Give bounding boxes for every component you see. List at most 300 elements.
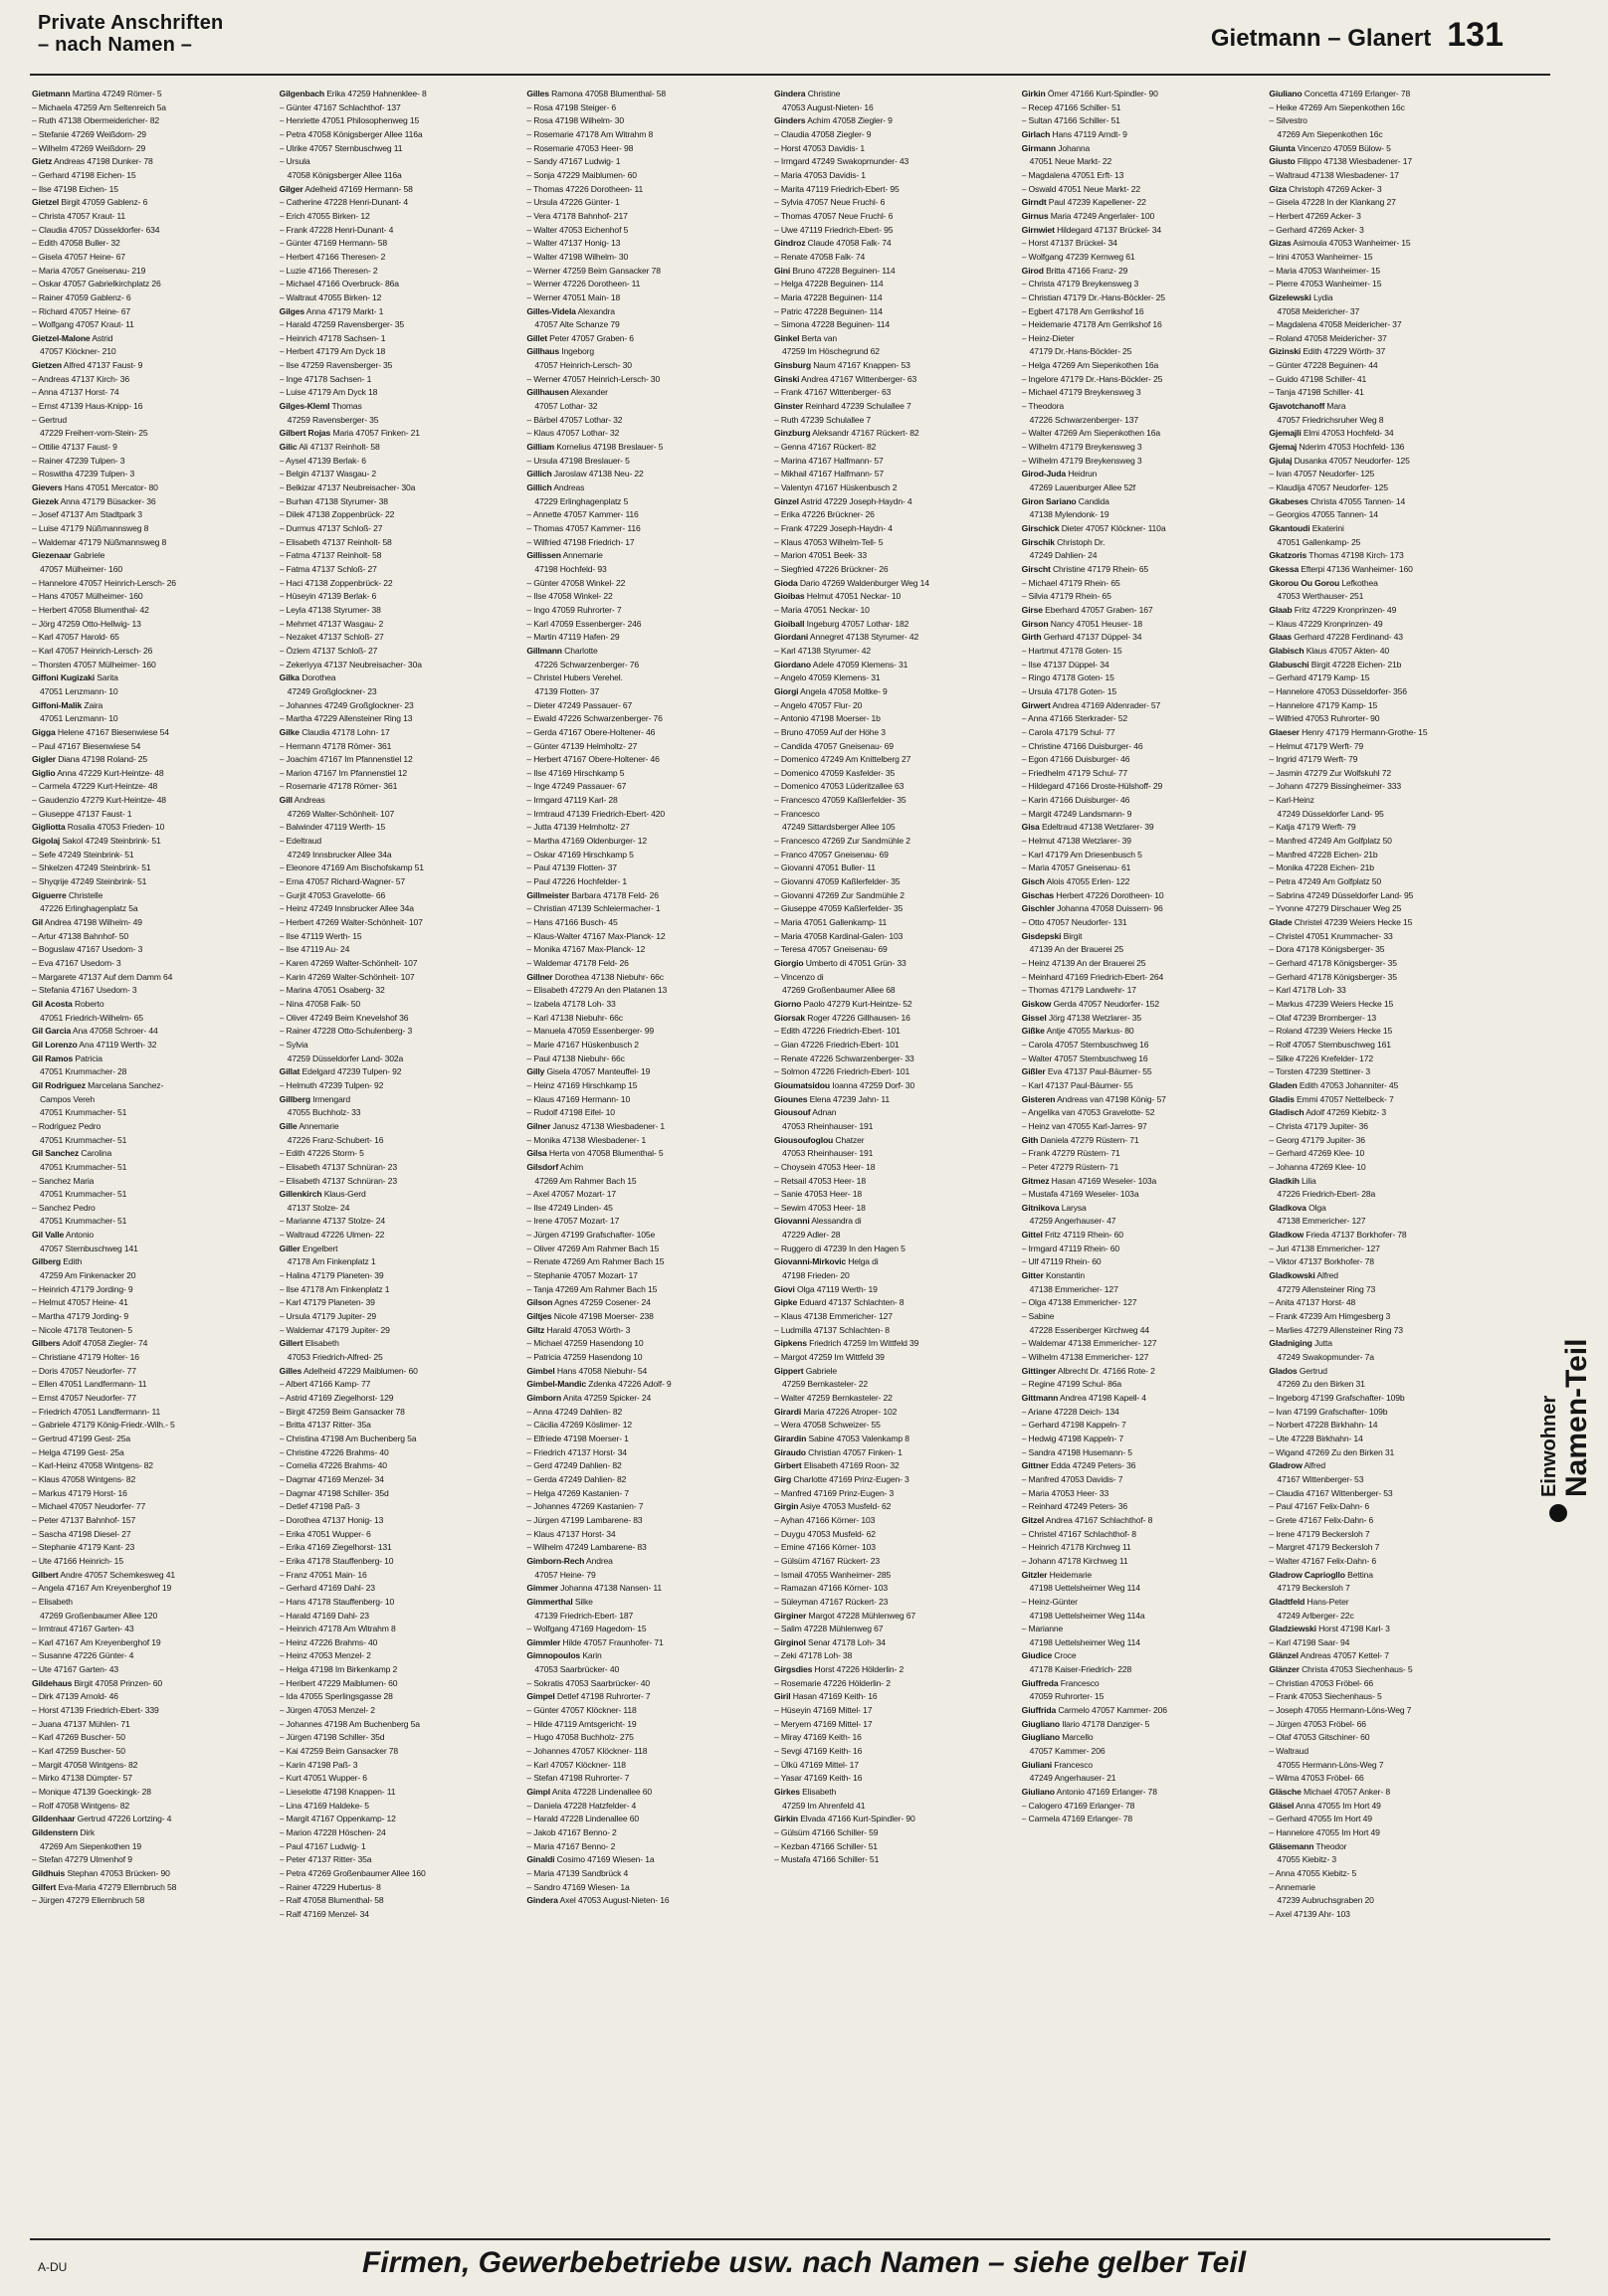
directory-entry: [280, 224, 515, 238]
entry-details: – Ernst 47139 Haus-Knipp- 16: [32, 401, 143, 412]
entry-details: – Irmgard 47249 Swakopmunder- 43: [774, 156, 909, 167]
entry-details: – Nina 47058 Falk- 50: [279, 998, 361, 1009]
entry-details: – Claudia 47167 Wittenberger- 53: [1269, 1487, 1393, 1498]
directory-entry: [774, 1487, 1010, 1501]
entry-details: 47058 Meidericher- 37: [1277, 305, 1360, 316]
entry-details: 47138 Emmericher- 127: [1277, 1216, 1366, 1227]
directory-entry: [526, 1365, 762, 1379]
entry-details: – Ingeborg 47199 Grafschafter- 109b: [1269, 1393, 1405, 1403]
directory-entry: [774, 332, 1010, 346]
entry-details: – Gülsüm 47166 Schiller- 59: [774, 1827, 879, 1837]
entry-details: – Wolfgang 47169 Hagedorn- 15: [526, 1624, 647, 1634]
directory-entry: [1269, 1541, 1505, 1555]
directory-entry: [526, 455, 762, 469]
directory-entry: [280, 659, 515, 672]
directory-entry: [280, 101, 515, 115]
entry-details: – Ilse 47119 Au- 24: [279, 944, 350, 955]
directory-entry: [32, 604, 268, 618]
directory-entry: [32, 1826, 268, 1840]
directory-entry: [526, 481, 762, 495]
entry-surname: Gizelewski: [1269, 291, 1311, 302]
directory-entry: [774, 114, 1010, 128]
directory-entry: [1022, 1528, 1258, 1542]
directory-entry: [1269, 169, 1505, 183]
directory-entry: [280, 645, 515, 659]
entry-details: – Ulf 47119 Rhein- 60: [1021, 1256, 1102, 1267]
entry-details: – Maria 47058 Kardinal-Galen- 103: [774, 930, 904, 941]
entry-details: – Heinz-Dieter: [1021, 332, 1075, 343]
entry-details: Hans-Peter: [1306, 1596, 1349, 1607]
entry-details: – Irmgard 47119 Rhein- 60: [1021, 1243, 1119, 1253]
entry-details: – Reinhard 47249 Peters- 36: [1021, 1501, 1127, 1512]
entry-details: – Martha 47229 Allensteiner Ring 13: [279, 713, 413, 724]
entry-surname: Gladisch: [1269, 1107, 1305, 1118]
entry-details: Efterpi 47136 Wanheimer- 160: [1301, 563, 1413, 574]
entry-details: – Edith 47226 Friedrich-Ebert- 101: [774, 1026, 901, 1037]
directory-entry: [1022, 114, 1258, 128]
entry-surname: Girmann: [1021, 142, 1056, 153]
entry-surname: Gladis: [1269, 1093, 1295, 1104]
entry-details: – Olaf 47053 Gitschiner- 60: [1269, 1732, 1370, 1743]
entry-surname: Gilliam: [526, 442, 554, 453]
entry-details: – Eva 47167 Usedom- 3: [32, 958, 121, 968]
entry-details: – Sylvia 47057 Neue Fruchl- 6: [774, 197, 886, 208]
directory-entry: [280, 278, 515, 291]
entry-surname: Gimpel: [526, 1691, 555, 1702]
directory-entry: [280, 114, 515, 128]
entry-surname: Girkin: [774, 1814, 798, 1824]
directory-entry: [1022, 1663, 1258, 1677]
directory-entry: [280, 1120, 515, 1134]
entry-details: Ekaterini: [1311, 523, 1344, 533]
entry-surname: Giudice: [1021, 1650, 1053, 1661]
entry-surname: Giuliani: [1021, 1759, 1052, 1770]
entry-details: Andrea 47167 Schlachthof- 8: [1045, 1514, 1153, 1525]
directory-entry: [526, 1310, 762, 1324]
directory-entry: [1022, 1677, 1258, 1691]
entry-details: Diana 47198 Roland- 25: [58, 754, 148, 765]
directory-entry: [774, 196, 1010, 210]
directory-entry: [774, 155, 1010, 169]
directory-entry: [774, 1514, 1010, 1528]
directory-entry: [774, 1229, 1010, 1243]
entry-details: Adelheid 47169 Hermann- 58: [304, 183, 413, 194]
entry-surname: Girscht: [1021, 563, 1051, 574]
entry-details: Klaus 47057 Akten- 40: [1306, 645, 1390, 656]
directory-entry: [280, 1012, 515, 1026]
directory-entry: [1022, 1623, 1258, 1636]
entry-surname: Giounes: [774, 1093, 808, 1104]
entry-details: Andrea 47198 Wilhelm- 49: [44, 917, 142, 928]
directory-entry: [774, 1337, 1010, 1351]
entry-surname: Gillmann: [526, 645, 562, 656]
entry-details: Andreas 47057 Kettel- 7: [1300, 1650, 1389, 1661]
entry-surname: Gietz: [32, 156, 53, 167]
section-title-line2: – nach Namen –: [38, 34, 193, 56]
entry-details: Andreas: [553, 482, 585, 493]
entry-details: – Ilse 47178 Am Finkenplatz 1: [279, 1283, 390, 1294]
entry-surname: Girschik: [1021, 536, 1055, 547]
directory-entry: [280, 373, 515, 387]
entry-details: – Sandy 47167 Ludwig- 1: [526, 156, 621, 167]
entry-details: Christian 47057 Finken- 1: [808, 1446, 903, 1457]
directory-entry: [774, 849, 1010, 862]
entry-details: – Wigand 47269 Zu den Birken 31: [1269, 1446, 1395, 1457]
entry-details: 47259 Angerhauser- 47: [1029, 1216, 1116, 1227]
directory-entry: [774, 1012, 1010, 1026]
directory-entry: [526, 1569, 762, 1583]
directory-entry: [32, 291, 268, 305]
entry-details: – Sonja 47229 Maiblumen- 60: [526, 169, 637, 180]
entry-details: Andreas: [294, 795, 325, 806]
directory-entry: [32, 386, 268, 400]
directory-entry: [774, 957, 1010, 971]
directory-entry: [280, 821, 515, 835]
entry-details: – Maria 47057 Gneisenau- 61: [1021, 862, 1131, 873]
entry-details: – Ludmilla 47137 Schlachten- 8: [774, 1324, 890, 1335]
directory-entry: [1269, 1406, 1505, 1420]
directory-entry: [774, 1079, 1010, 1093]
entry-details: Birgit: [1063, 930, 1083, 941]
entry-details: – Cornelia 47226 Brahms- 40: [279, 1460, 387, 1471]
directory-entry: [1269, 1908, 1505, 1922]
entry-details: – Erika 47169 Ziegelhorst- 131: [279, 1542, 392, 1553]
directory-entry: [1022, 943, 1258, 957]
entry-details: – Helmut 47179 Werft- 79: [1269, 740, 1363, 751]
entry-details: – Fatma 47137 Schloß- 27: [279, 563, 377, 574]
directory-entry: [526, 468, 762, 481]
directory-entry: [280, 251, 515, 265]
entry-details: – Richard 47057 Heine- 67: [32, 305, 130, 316]
entry-details: – Sandro 47169 Wiesen- 1a: [526, 1881, 630, 1892]
entry-surname: Glados: [1269, 1365, 1298, 1376]
entry-details: – Maria 47167 Benno- 2: [526, 1840, 616, 1851]
entry-details: Alfred 47137 Faust- 9: [63, 360, 143, 371]
entry-details: – Elfriede 47198 Moerser- 1: [526, 1433, 629, 1443]
directory-entry: [1269, 265, 1505, 279]
entry-surname: Gietmann: [32, 89, 71, 98]
entry-details: – Jürgen 47199 Grafschafter- 105e: [526, 1230, 656, 1241]
directory-entry: [1022, 1392, 1258, 1406]
directory-entry: [1269, 1826, 1505, 1840]
directory-entry: [32, 224, 268, 238]
entry-details: 47051 Lenzmann- 10: [40, 685, 118, 696]
entry-details: Alexander: [570, 387, 608, 398]
entry-details: – Miray 47169 Keith- 16: [774, 1732, 862, 1743]
entry-details: Cosimo 47169 Wiesen- 1a: [556, 1854, 655, 1865]
directory-entry: [526, 441, 762, 455]
directory-entry: [1269, 671, 1505, 685]
entry-details: 47055 Buchholz- 33: [287, 1107, 361, 1118]
directory-entry: [774, 1406, 1010, 1420]
entry-details: 47051 Krummacher- 51: [40, 1189, 127, 1200]
directory-entry: [1022, 740, 1258, 754]
entry-details: – Wolfgang 47239 Kernweg 61: [1021, 251, 1135, 262]
directory-entry: [774, 400, 1010, 414]
entry-details: Gertrud: [1299, 1365, 1327, 1376]
entry-details: – Wilhelm 47179 Breykensweg 3: [1021, 442, 1142, 453]
directory-entry: [32, 468, 268, 481]
entry-details: – Hüseyin 47139 Berlak- 6: [279, 591, 377, 602]
entry-details: Eduard 47137 Schlachten- 8: [799, 1297, 904, 1308]
entry-details: – Gerhard 47269 Klee- 10: [1269, 1148, 1365, 1159]
entry-details: – Klaus 47053 Wilhelm-Tell- 5: [774, 536, 884, 547]
entry-surname: Gilner: [526, 1120, 551, 1131]
entry-details: – Jutta 47139 Helmholtz- 27: [526, 822, 630, 833]
directory-entry: [280, 265, 515, 279]
entry-details: 47198 Uettelsheimer Weg 114: [1029, 1636, 1140, 1647]
directory-entry: [774, 142, 1010, 156]
entry-details: Edeltraud 47138 Wetzlarer- 39: [1041, 822, 1154, 833]
directory-entry: [32, 957, 268, 971]
directory-entry: [774, 1473, 1010, 1487]
directory-entry: [1022, 359, 1258, 373]
directory-entry: [1022, 128, 1258, 142]
entry-details: – Martin 47119 Hafen- 29: [526, 632, 620, 643]
entry-surname: Giorsak: [774, 1012, 805, 1023]
directory-entry: [1269, 1229, 1505, 1243]
entry-details: 47139 Flotten- 37: [534, 685, 600, 696]
directory-entry: [32, 902, 268, 916]
directory-entry: [280, 1677, 515, 1691]
directory-entry: [32, 753, 268, 767]
entry-surname: Gizas: [1269, 238, 1292, 249]
directory-entry: [1022, 671, 1258, 685]
entry-details: – Ruth 47239 Schulallee 7: [774, 414, 872, 425]
entry-details: Stephan 47053 Brücken- 90: [67, 1867, 170, 1878]
entry-details: – Genna 47167 Rückert- 82: [774, 442, 877, 453]
entry-details: 47198 Uettelsheimer Weg 114: [1029, 1583, 1140, 1594]
entry-details: – Hans 47166 Busch- 45: [526, 917, 618, 928]
entry-details: – Herbert 47166 Theresen- 2: [279, 251, 386, 262]
side-label-line1: Einwohner: [1538, 1395, 1560, 1497]
entry-surname: Gilles: [279, 1365, 302, 1376]
directory-entry: [32, 1677, 268, 1691]
entry-details: – Klaus-Walter 47167 Max-Planck- 12: [526, 930, 666, 941]
directory-entry: [280, 414, 515, 428]
directory-entry: [1269, 305, 1505, 319]
directory-entry: [526, 278, 762, 291]
directory-entry: [1022, 1324, 1258, 1338]
directory-entry: [526, 1718, 762, 1732]
entry-details: Martina 47249 Römer- 5: [72, 89, 162, 98]
entry-details: – Herbert 47269 Walter-Schönheit- 107: [279, 917, 423, 928]
entry-details: – Petra 47269 Großenbaumer Allee 160: [279, 1867, 426, 1878]
entry-details: – Ruth 47138 Obermeidericher- 82: [32, 115, 160, 126]
directory-entry: [1022, 101, 1258, 115]
entry-details: Asimoula 47053 Wanheimer- 15: [1293, 238, 1411, 249]
entry-details: – Artur 47138 Bahnhof- 50: [32, 930, 129, 941]
entry-details: – Claudia 47057 Düsseldorfer- 634: [32, 224, 160, 235]
directory-entry: [774, 794, 1010, 808]
directory-entry: [1269, 618, 1505, 632]
entry-details: – Hilde 47119 Amtsgericht- 19: [526, 1718, 637, 1729]
directory-entry: [280, 400, 515, 414]
directory-entry: [32, 1569, 268, 1583]
entry-details: – Ottilie 47137 Faust- 9: [32, 442, 117, 453]
directory-entry: [1022, 495, 1258, 509]
entry-surname: Giffoni-Malik: [32, 699, 83, 710]
entry-details: Axel 47053 August-Nieten- 16: [559, 1895, 670, 1906]
entry-details: – Wera 47058 Schweizer- 55: [774, 1420, 881, 1431]
running-names: Gietmann – Glanert: [1210, 25, 1432, 52]
directory-entry: [1269, 291, 1505, 305]
directory-entry: [280, 699, 515, 713]
directory-entry: [526, 1731, 762, 1745]
directory-entry: [1269, 1378, 1505, 1392]
directory-entry: [32, 1867, 268, 1881]
directory-entry: [774, 1528, 1010, 1542]
entry-details: Michael 47057 Anker- 8: [1303, 1787, 1390, 1798]
entry-surname: Gil Valle: [32, 1230, 65, 1241]
entry-surname: Giskow: [1021, 998, 1052, 1009]
directory-entry: [1022, 1283, 1258, 1297]
directory-entry: [1269, 1500, 1505, 1514]
entry-details: – Ursula 47178 Goten- 15: [1021, 685, 1116, 696]
entry-details: – Harald 47169 Dahl- 23: [279, 1610, 369, 1621]
entry-details: Adolf 47269 Kiebitz- 3: [1306, 1107, 1386, 1118]
entry-details: 47179 Beckersloh 7: [1277, 1583, 1350, 1594]
entry-details: Edith 47053 Johanniter- 45: [1299, 1079, 1399, 1090]
directory-entry: [1022, 305, 1258, 319]
directory-entry: [280, 210, 515, 224]
entry-surname: Gietzen: [32, 360, 62, 371]
directory-entry: [1269, 1677, 1505, 1691]
directory-entry: [280, 1881, 515, 1895]
entry-surname: Giousoufoglou: [774, 1134, 834, 1145]
entry-surname: Giffoni Kugizaki: [32, 672, 96, 683]
entry-surname: Gildenhaar: [32, 1814, 76, 1824]
directory-entry: [526, 875, 762, 889]
directory-entry: [526, 142, 762, 156]
directory-entry: [774, 1704, 1010, 1718]
directory-columns: [32, 88, 1505, 2226]
directory-entry: [1022, 1610, 1258, 1624]
entry-details: – Rolf 47057 Sternbuschweg 161: [1269, 1039, 1391, 1050]
entry-details: – Horst 47053 Davidis- 1: [774, 142, 865, 153]
entry-details: Elvada 47166 Kurt-Spindler- 90: [800, 1814, 915, 1824]
entry-details: – Gerhard 47178 Königsberger- 35: [1269, 958, 1397, 968]
entry-details: Alessandra di: [811, 1216, 862, 1227]
entry-details: – Egbert 47178 Am Gerrikshof 16: [1021, 305, 1144, 316]
entry-details: – Ute 47167 Garten- 43: [32, 1664, 118, 1675]
directory-entry: [1022, 916, 1258, 930]
directory-entry: [1269, 1853, 1505, 1867]
entry-details: Adele 47059 Klemens- 31: [812, 659, 908, 670]
directory-entry: [1269, 1867, 1505, 1881]
directory-entry: [1022, 1596, 1258, 1610]
directory-entry: [1269, 481, 1505, 495]
entry-details: – Mehmet 47137 Wasgau- 2: [279, 618, 384, 629]
entry-details: – Carmela 47229 Kurt-Heintze- 48: [32, 781, 158, 792]
directory-entry: [32, 563, 268, 577]
directory-entry: [280, 196, 515, 210]
entry-details: – Rainer 47059 Gablenz- 6: [32, 291, 131, 302]
entry-surname: Girnwiet: [1021, 224, 1055, 235]
entry-details: 47051 Krummacher- 51: [40, 1161, 127, 1172]
directory-entry: [774, 1243, 1010, 1256]
directory-entry: [1269, 1514, 1505, 1528]
entry-details: – Waltraud 47138 Wiesbadener- 17: [1269, 169, 1399, 180]
entry-details: – Gerhard 47178 Königsberger- 35: [1269, 971, 1397, 982]
directory-entry: [32, 1052, 268, 1066]
directory-entry: [1022, 210, 1258, 224]
directory-entry: [1269, 875, 1505, 889]
directory-entry: [1022, 1473, 1258, 1487]
entry-details: – Georg 47179 Jupiter- 36: [1269, 1134, 1365, 1145]
entry-details: – Teresa 47057 Gneisenau- 69: [774, 944, 888, 955]
entry-details: – Stefan 47198 Ruhrorter- 7: [526, 1773, 630, 1784]
page-number: 131: [1447, 16, 1504, 54]
entry-details: Adelheid 47229 Maiblumen- 60: [302, 1365, 418, 1376]
entry-details: Concetta 47169 Erlanger- 78: [1304, 89, 1411, 98]
directory-entry: [526, 1623, 762, 1636]
directory-entry: [774, 1759, 1010, 1773]
entry-details: – Heinz 47139 An der Brauerei 25: [1021, 958, 1146, 968]
entry-surname: Gil Rodriguez: [32, 1079, 86, 1090]
entry-details: – Johannes 47057 Klöckner- 118: [526, 1746, 648, 1757]
entry-surname: Gkantoudi: [1269, 523, 1310, 533]
directory-entry: [774, 1596, 1010, 1610]
directory-entry: [774, 1296, 1010, 1310]
entry-details: – Hannelore 47053 Düsseldorfer- 356: [1269, 685, 1407, 696]
entry-surname: Gindera: [774, 89, 806, 98]
entry-surname: Gillberg: [279, 1093, 310, 1104]
directory-entry: [32, 495, 268, 509]
entry-details: – Giuseppe 47137 Faust- 1: [32, 808, 132, 819]
entry-details: – Vincenzo di: [774, 971, 824, 982]
directory-entry: [32, 1215, 268, 1229]
directory-entry: [280, 1759, 515, 1773]
directory-entry: [1022, 1337, 1258, 1351]
entry-details: Albrecht Dr. 47166 Rote- 2: [1057, 1365, 1155, 1376]
entry-details: 47269 Am Siepenkothen 19: [40, 1840, 141, 1851]
entry-surname: Giezek: [32, 495, 59, 506]
entry-details: Alexandra: [577, 305, 615, 316]
entry-details: Christelle: [68, 889, 103, 900]
directory-entry: [32, 1065, 268, 1079]
directory-entry: [1022, 1296, 1258, 1310]
directory-entry: [1269, 1772, 1505, 1786]
directory-entry: [32, 1704, 268, 1718]
directory-entry: [32, 1894, 268, 1908]
directory-entry: [526, 577, 762, 591]
directory-entry: [280, 481, 515, 495]
entry-details: 47259 Ravensberger- 35: [287, 414, 379, 425]
entry-details: – Dagmar 47169 Menzel- 34: [279, 1473, 384, 1484]
entry-details: 47269 Am Siepenkothen 16c: [1277, 128, 1383, 139]
directory-entry: [774, 1745, 1010, 1759]
entry-surname: Gietzel-Malone: [32, 332, 91, 343]
entry-details: – Roland 47058 Meidericher- 37: [1269, 332, 1387, 343]
directory-entry: [1269, 1065, 1505, 1079]
directory-entry: [1022, 1039, 1258, 1052]
entry-surname: Gilsa: [526, 1148, 547, 1159]
directory-entry: [1269, 1800, 1505, 1814]
directory-entry: [526, 1704, 762, 1718]
entry-details: – Rosa 47198 Wilhelm- 30: [526, 115, 624, 126]
entry-surname: Gisteren: [1021, 1093, 1056, 1104]
directory-entry: [774, 1283, 1010, 1297]
entry-details: – Christel 47167 Schlachthof- 8: [1021, 1528, 1136, 1539]
entry-surname: Gindera: [526, 1895, 558, 1906]
directory-entry: [1022, 1120, 1258, 1134]
directory-entry: [526, 1079, 762, 1093]
entry-surname: Gissel: [1021, 1012, 1047, 1023]
entry-details: 47229 Erlinghagenplatz 5: [534, 495, 629, 506]
directory-entry: [774, 441, 1010, 455]
footer-notice: Firmen, Gewerbebetriebe usw. nach Namen – siehe gelber Teil: [361, 2246, 1247, 2279]
